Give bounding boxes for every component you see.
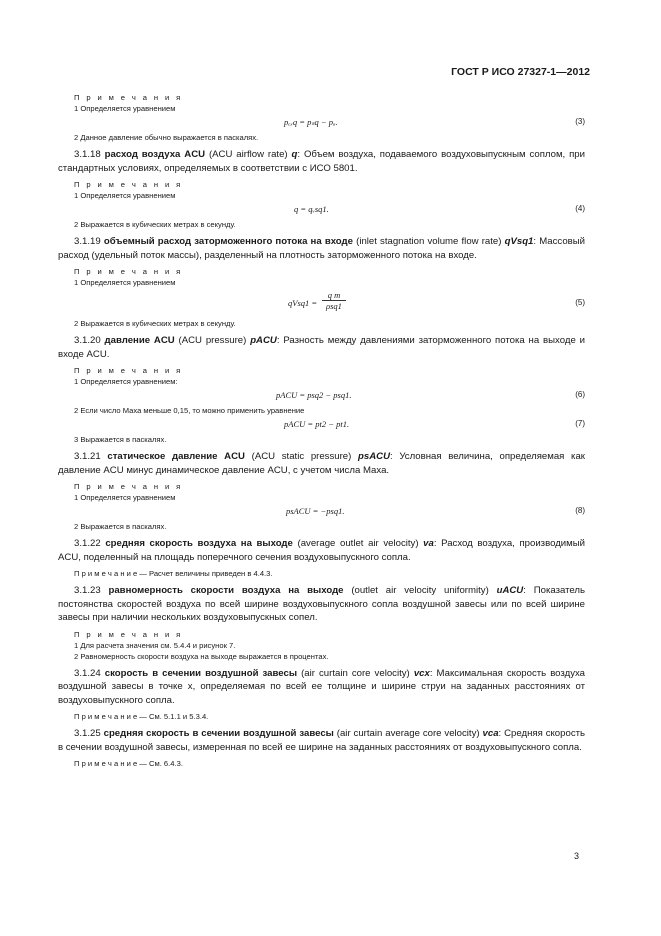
clause-number: 3.1.23 bbox=[74, 585, 101, 596]
notes-heading: П р и м е ч а н и я bbox=[74, 93, 183, 102]
equation-formula: psACU = −psq1. bbox=[286, 506, 345, 516]
equation-number: (5) bbox=[575, 298, 585, 307]
note: 2 Если число Маха меньше 0,15, то можно применить уравнение bbox=[74, 406, 305, 415]
equation-4 bbox=[58, 201, 585, 219]
note: 1 Определяется уравнением bbox=[74, 493, 176, 502]
clause-number: 3.1.20 bbox=[74, 335, 101, 346]
term-symbol: vcx bbox=[413, 667, 430, 679]
page-content bbox=[58, 92, 585, 769]
equation-formula: q = qᵥsq1. bbox=[294, 204, 329, 214]
note: 2 Выражается в кубических метрах в секунду. bbox=[74, 319, 236, 328]
definition-3-1-19 bbox=[58, 235, 585, 262]
equation-formula: pₑₓq = pₛq − pₐ. bbox=[284, 117, 338, 127]
note: 2 Выражается в кубических метрах в секунду. bbox=[74, 220, 236, 229]
equation-formula: pACU = psq2 − psq1. bbox=[276, 390, 352, 400]
term-symbol: uACU bbox=[496, 585, 524, 596]
notes-heading: П р и м е ч а н и я bbox=[74, 629, 183, 639]
definition-text: : Максимальная скорость воздуха воздушной завесы в точке x, определяемая по всей ее толщине и ширине струи на заданных расстояниях от воздуховыпускного сопла. bbox=[58, 667, 586, 706]
equation-fraction bbox=[322, 290, 346, 312]
term: расход воздуха ACU bbox=[104, 149, 206, 160]
definition-text: : Массовый расход (удельный поток массы), разделенный на плотность заторможенного потока на входе. bbox=[58, 236, 586, 261]
notes-heading: П р и м е ч а н и я bbox=[74, 366, 183, 375]
definition-3-1-18 bbox=[58, 148, 585, 175]
term: скорость в сечении воздушной завесы bbox=[104, 667, 298, 679]
equation-7 bbox=[58, 416, 585, 434]
note: П р и м е ч а н и е — См. 6.4.3. bbox=[74, 759, 183, 768]
term-symbol: qVsq1 bbox=[504, 236, 534, 247]
page-number: 3 bbox=[574, 851, 580, 861]
notes-heading: П р и м е ч а н и я bbox=[74, 267, 183, 276]
equation-formula: pACU = pt2 − pt1. bbox=[284, 419, 350, 429]
notes-heading: П р и м е ч а н и я bbox=[74, 180, 183, 189]
definition-text: : Разность между давлениями заторможенного потока на выходе и входе ACU. bbox=[58, 335, 585, 360]
term-symbol: pACU bbox=[250, 335, 277, 346]
term-english: (air curtain average core velocity) bbox=[336, 728, 480, 739]
term-symbol: q bbox=[291, 149, 298, 160]
term: средняя скорость в сечении воздушной завесы bbox=[103, 728, 334, 739]
note: 2 Равномерность скорости воздуха на выходе выражается в процентах. bbox=[74, 651, 329, 661]
term-english: (ACU static pressure) bbox=[251, 451, 352, 462]
definition-text: : Условная величина, определяемая как давление ACU минус динамическое давление ACU, с учетом числа Маха. bbox=[58, 451, 585, 476]
fraction-denominator: ρsq1 bbox=[326, 301, 342, 311]
term-symbol: psACU bbox=[358, 451, 390, 462]
term-english: (outlet air velocity uniformity) bbox=[351, 585, 489, 596]
term-english: (air curtain core velocity) bbox=[301, 667, 410, 679]
equation-6 bbox=[58, 387, 585, 405]
definition-3-1-23 bbox=[58, 584, 585, 625]
clause-number: 3.1.18 bbox=[74, 149, 101, 160]
equation-number: (7) bbox=[575, 419, 585, 428]
equation-5 bbox=[58, 288, 585, 318]
definition-3-1-25 bbox=[58, 727, 585, 754]
standard-header: ГОСТ Р ИСО 27327-1—2012 bbox=[451, 66, 590, 78]
clause-number: 3.1.25 bbox=[74, 728, 101, 739]
notes-heading: П р и м е ч а н и я bbox=[74, 482, 183, 491]
definition-3-1-20 bbox=[58, 334, 585, 361]
note: 1 Определяется уравнением: bbox=[74, 377, 178, 386]
note: 1 Определяется уравнением bbox=[74, 278, 176, 287]
term-english: (ACU pressure) bbox=[178, 335, 247, 346]
equation-3 bbox=[58, 114, 585, 132]
definition-3-1-24 bbox=[58, 667, 585, 708]
equation-number: (4) bbox=[575, 204, 585, 213]
term: равномерность скорости воздуха на выходе bbox=[108, 585, 344, 596]
term: средняя скорость воздуха на выходе bbox=[105, 538, 293, 549]
equation-number: (8) bbox=[575, 506, 585, 515]
term-english: (average outlet air velocity) bbox=[297, 538, 419, 549]
fraction-numerator: q m bbox=[322, 290, 346, 301]
note: 1 Определяется уравнением bbox=[74, 191, 176, 200]
note: 2 Данное давление обычно выражается в паскалях. bbox=[74, 133, 259, 142]
note: 1 Определяется уравнением bbox=[74, 104, 176, 113]
term-english: (ACU airflow rate) bbox=[208, 149, 288, 160]
clause-number: 3.1.22 bbox=[74, 538, 101, 549]
equation-number: (3) bbox=[575, 117, 585, 126]
note: 3 Выражается в паскалях. bbox=[74, 435, 167, 444]
definition-3-1-21 bbox=[58, 450, 585, 477]
clause-number: 3.1.19 bbox=[74, 236, 101, 247]
term: статическое давление ACU bbox=[107, 451, 245, 462]
term-english: (inlet stagnation volume flow rate) bbox=[356, 236, 502, 247]
equation-lhs: qVsq1 = bbox=[288, 298, 318, 308]
definition-3-1-22 bbox=[58, 537, 585, 564]
term: объемный расход заторможенного потока на входе bbox=[103, 236, 353, 247]
note: 2 Выражается в паскалях. bbox=[74, 522, 167, 531]
note: 1 Для расчета значения см. 5.4.4 и рисунок 7. bbox=[74, 640, 236, 650]
term-symbol: va bbox=[423, 538, 434, 549]
definition-text: : Объем воздуха, подаваемого воздуховыпускным соплом, при стандартных условиях, определяемых в соответствии с ИСО 5801. bbox=[58, 149, 585, 174]
note: П р и м е ч а н и е — Расчет величины приведен в 4.4.3. bbox=[74, 569, 273, 578]
clause-number: 3.1.24 bbox=[74, 667, 101, 679]
definition-text: : Показатель постоянства скоростей воздуха по всей ширине воздуховыпускного сопла воздушной завесы или по всей ширине завесы при наличии нескольких воздуховыпускных сопел. bbox=[58, 585, 585, 623]
equation-number: (6) bbox=[575, 390, 585, 399]
term-symbol: vca bbox=[482, 728, 499, 739]
definition-text: : Средняя скорость в сечении воздушной завесы, измеренная по всей ее ширине на заданных расстояниях от воздуховыпускного сопла. bbox=[58, 728, 586, 753]
clause-number: 3.1.21 bbox=[74, 451, 101, 462]
term: давление ACU bbox=[104, 335, 175, 346]
note: П р и м е ч а н и е — См. 5.1.1 и 5.3.4. bbox=[74, 712, 209, 721]
definition-text: : Расход воздуха, производимый ACU, поделенный на площадь поперечного сечения воздуховыпускного сопла. bbox=[58, 538, 585, 563]
equation-8 bbox=[58, 503, 585, 521]
